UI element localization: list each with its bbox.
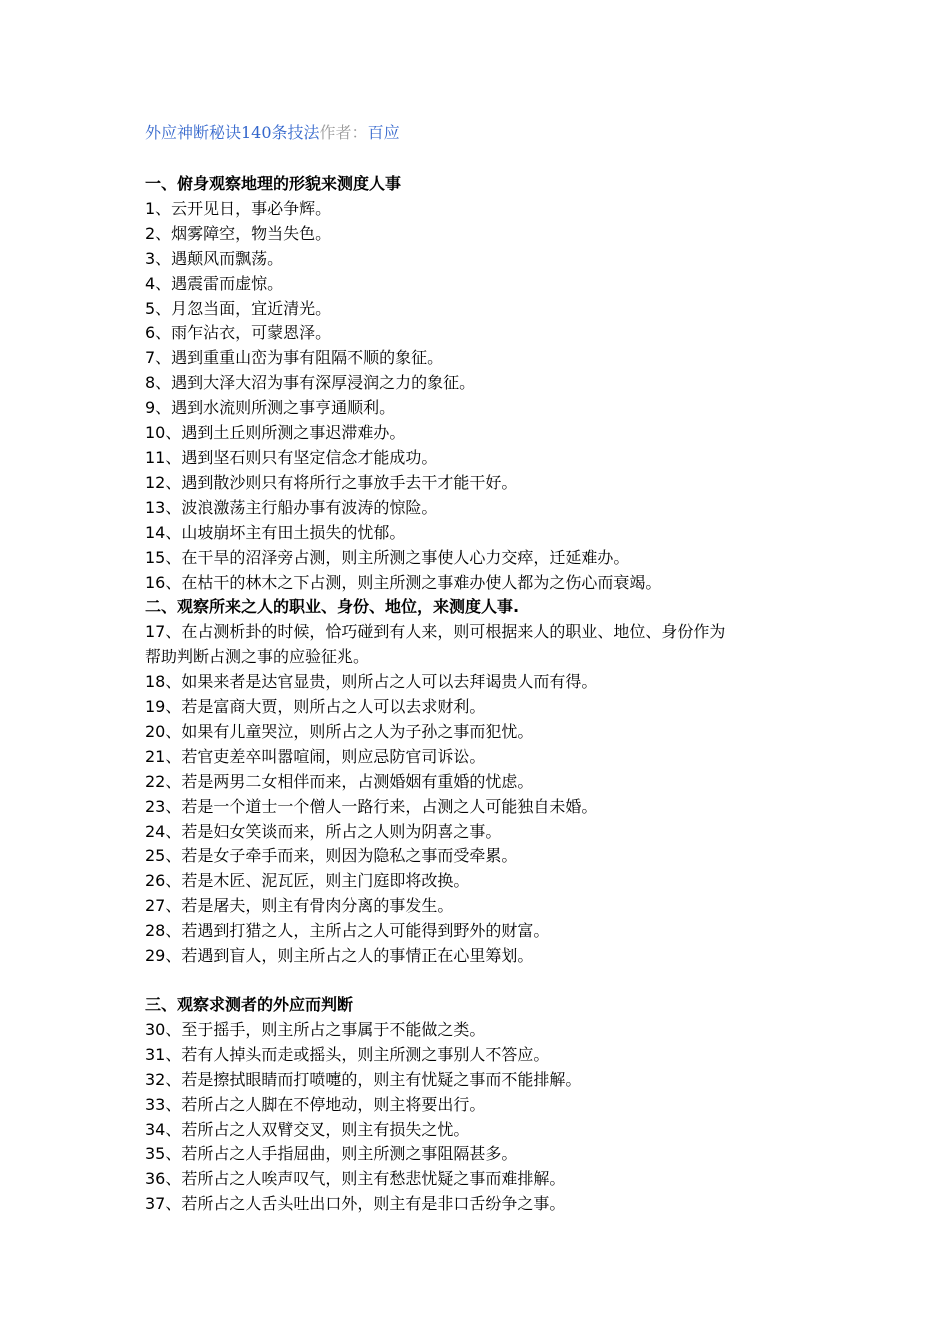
list-item: 11、遇到坚石则只有坚定信念才能成功。: [145, 447, 438, 467]
list-item: 25、若是女子牵手而来，则因为隐私之事而受牵累。: [145, 846, 518, 866]
list-item: 帮助判断占测之事的应验征兆。: [145, 647, 370, 667]
section-heading: 一、俯身观察地理的形貌来测度人事: [145, 174, 402, 193]
list-item: 8、遇到大泽大沼为事有深厚浸润之力的象征。: [145, 373, 476, 393]
section-heading: 三、观察求测者的外应而判断: [145, 995, 354, 1014]
list-item: 29、若遇到盲人，则主所占之人的事情正在心里筹划。: [145, 946, 534, 966]
document-title: [145, 122, 850, 144]
list-item: 4、遇震雷而虚惊。: [145, 273, 284, 293]
list-item: 19、若是富商大贾，则所占之人可以去求财利。: [145, 697, 486, 717]
list-item: 34、若所占之人双臂交叉，则主有损失之忧。: [145, 1119, 470, 1139]
list-item: 35、若所占之人手指屈曲，则主所测之事阻隔甚多。: [145, 1144, 518, 1164]
list-item: 26、若是木匠、泥瓦匠，则主门庭即将改换。: [145, 871, 470, 891]
list-item: 23、若是一个道士一个僧人一路行来，占测之人可能独自未婚。: [145, 796, 598, 816]
list-item: 33、若所占之人脚在不停地动，则主将要出行。: [145, 1094, 486, 1114]
list-item: 14、山坡崩坏主有田土损失的忧郁。: [145, 522, 406, 542]
list-item: 5、月忽当面，宜近清光。: [145, 298, 332, 318]
list-item: 1、云开见日，事必争辉。: [145, 198, 332, 218]
list-item: 12、遇到散沙则只有将所行之事放手去干才能干好。: [145, 472, 518, 492]
list-item: 17、在占测析卦的时候，恰巧碰到有人来，则可根据来人的职业、地位、身份作为: [145, 622, 726, 642]
list-item: 27、若是屠夫，则主有骨肉分离的事发生。: [145, 896, 454, 916]
list-item: 18、如果来者是达官显贵，则所占之人可以去拜谒贵人而有得。: [145, 672, 598, 692]
list-item: 16、在枯干的林木之下占测，则主所测之事难办使人都为之伤心而衰竭。: [145, 572, 662, 592]
title-link[interactable]: 外应神断秘诀140条技法: [145, 123, 320, 142]
list-item: 3、遇颠风而飘荡。: [145, 248, 284, 268]
list-item: 28、若遇到打猎之人，主所占之人可能得到野外的财富。: [145, 921, 550, 941]
list-item: 37、若所占之人舌头吐出口外，则主有是非口舌纷争之事。: [145, 1194, 566, 1214]
list-item: 9、遇到水流则所测之事亨通顺利。: [145, 398, 396, 418]
list-item: 10、遇到土丘则所测之事迟滞难办。: [145, 423, 406, 443]
author-label: 作者：: [319, 123, 368, 142]
list-item: 7、遇到重重山峦为事有阻隔不顺的象征。: [145, 348, 444, 368]
list-item: 13、波浪激荡主行船办事有波涛的惊险。: [145, 497, 438, 517]
section-1: [145, 172, 850, 595]
list-item: 21、若官吏差卒叫嚣喧闹，则应忌防官司诉讼。: [145, 746, 486, 766]
list-item: 22、若是两男二女相伴而来，占测婚姻有重婚的忧虑。: [145, 771, 534, 791]
list-item: 2、烟雾障空，物当失色。: [145, 223, 332, 243]
section-2: [145, 595, 850, 969]
section-3: [145, 993, 850, 1217]
list-item: 15、在干旱的沼泽旁占测，则主所测之事使人心力交瘁，迁延难办。: [145, 547, 630, 567]
list-item: 24、若是妇女笑谈而来，所占之人则为阴喜之事。: [145, 821, 502, 841]
author-link[interactable]: 百应: [367, 123, 400, 142]
section-heading: 二、观察所来之人的职业、身份、地位，来测度人事.: [145, 597, 520, 617]
list-item: 20、如果有儿童哭泣，则所占之人为子孙之事而犯忧。: [145, 721, 534, 741]
list-item: 32、若是擦拭眼睛而打喷嚏的，则主有忧疑之事而不能排解。: [145, 1069, 582, 1089]
list-item: 31、若有人掉头而走或摇头，则主所测之事别人不答应。: [145, 1044, 550, 1064]
list-item: 6、雨乍沾衣，可蒙恩泽。: [145, 323, 332, 343]
list-item: 30、至于摇手，则主所占之事属于不能做之类。: [145, 1019, 486, 1039]
list-item: 36、若所占之人唉声叹气，则主有愁悲忧疑之事而难排解。: [145, 1169, 566, 1189]
